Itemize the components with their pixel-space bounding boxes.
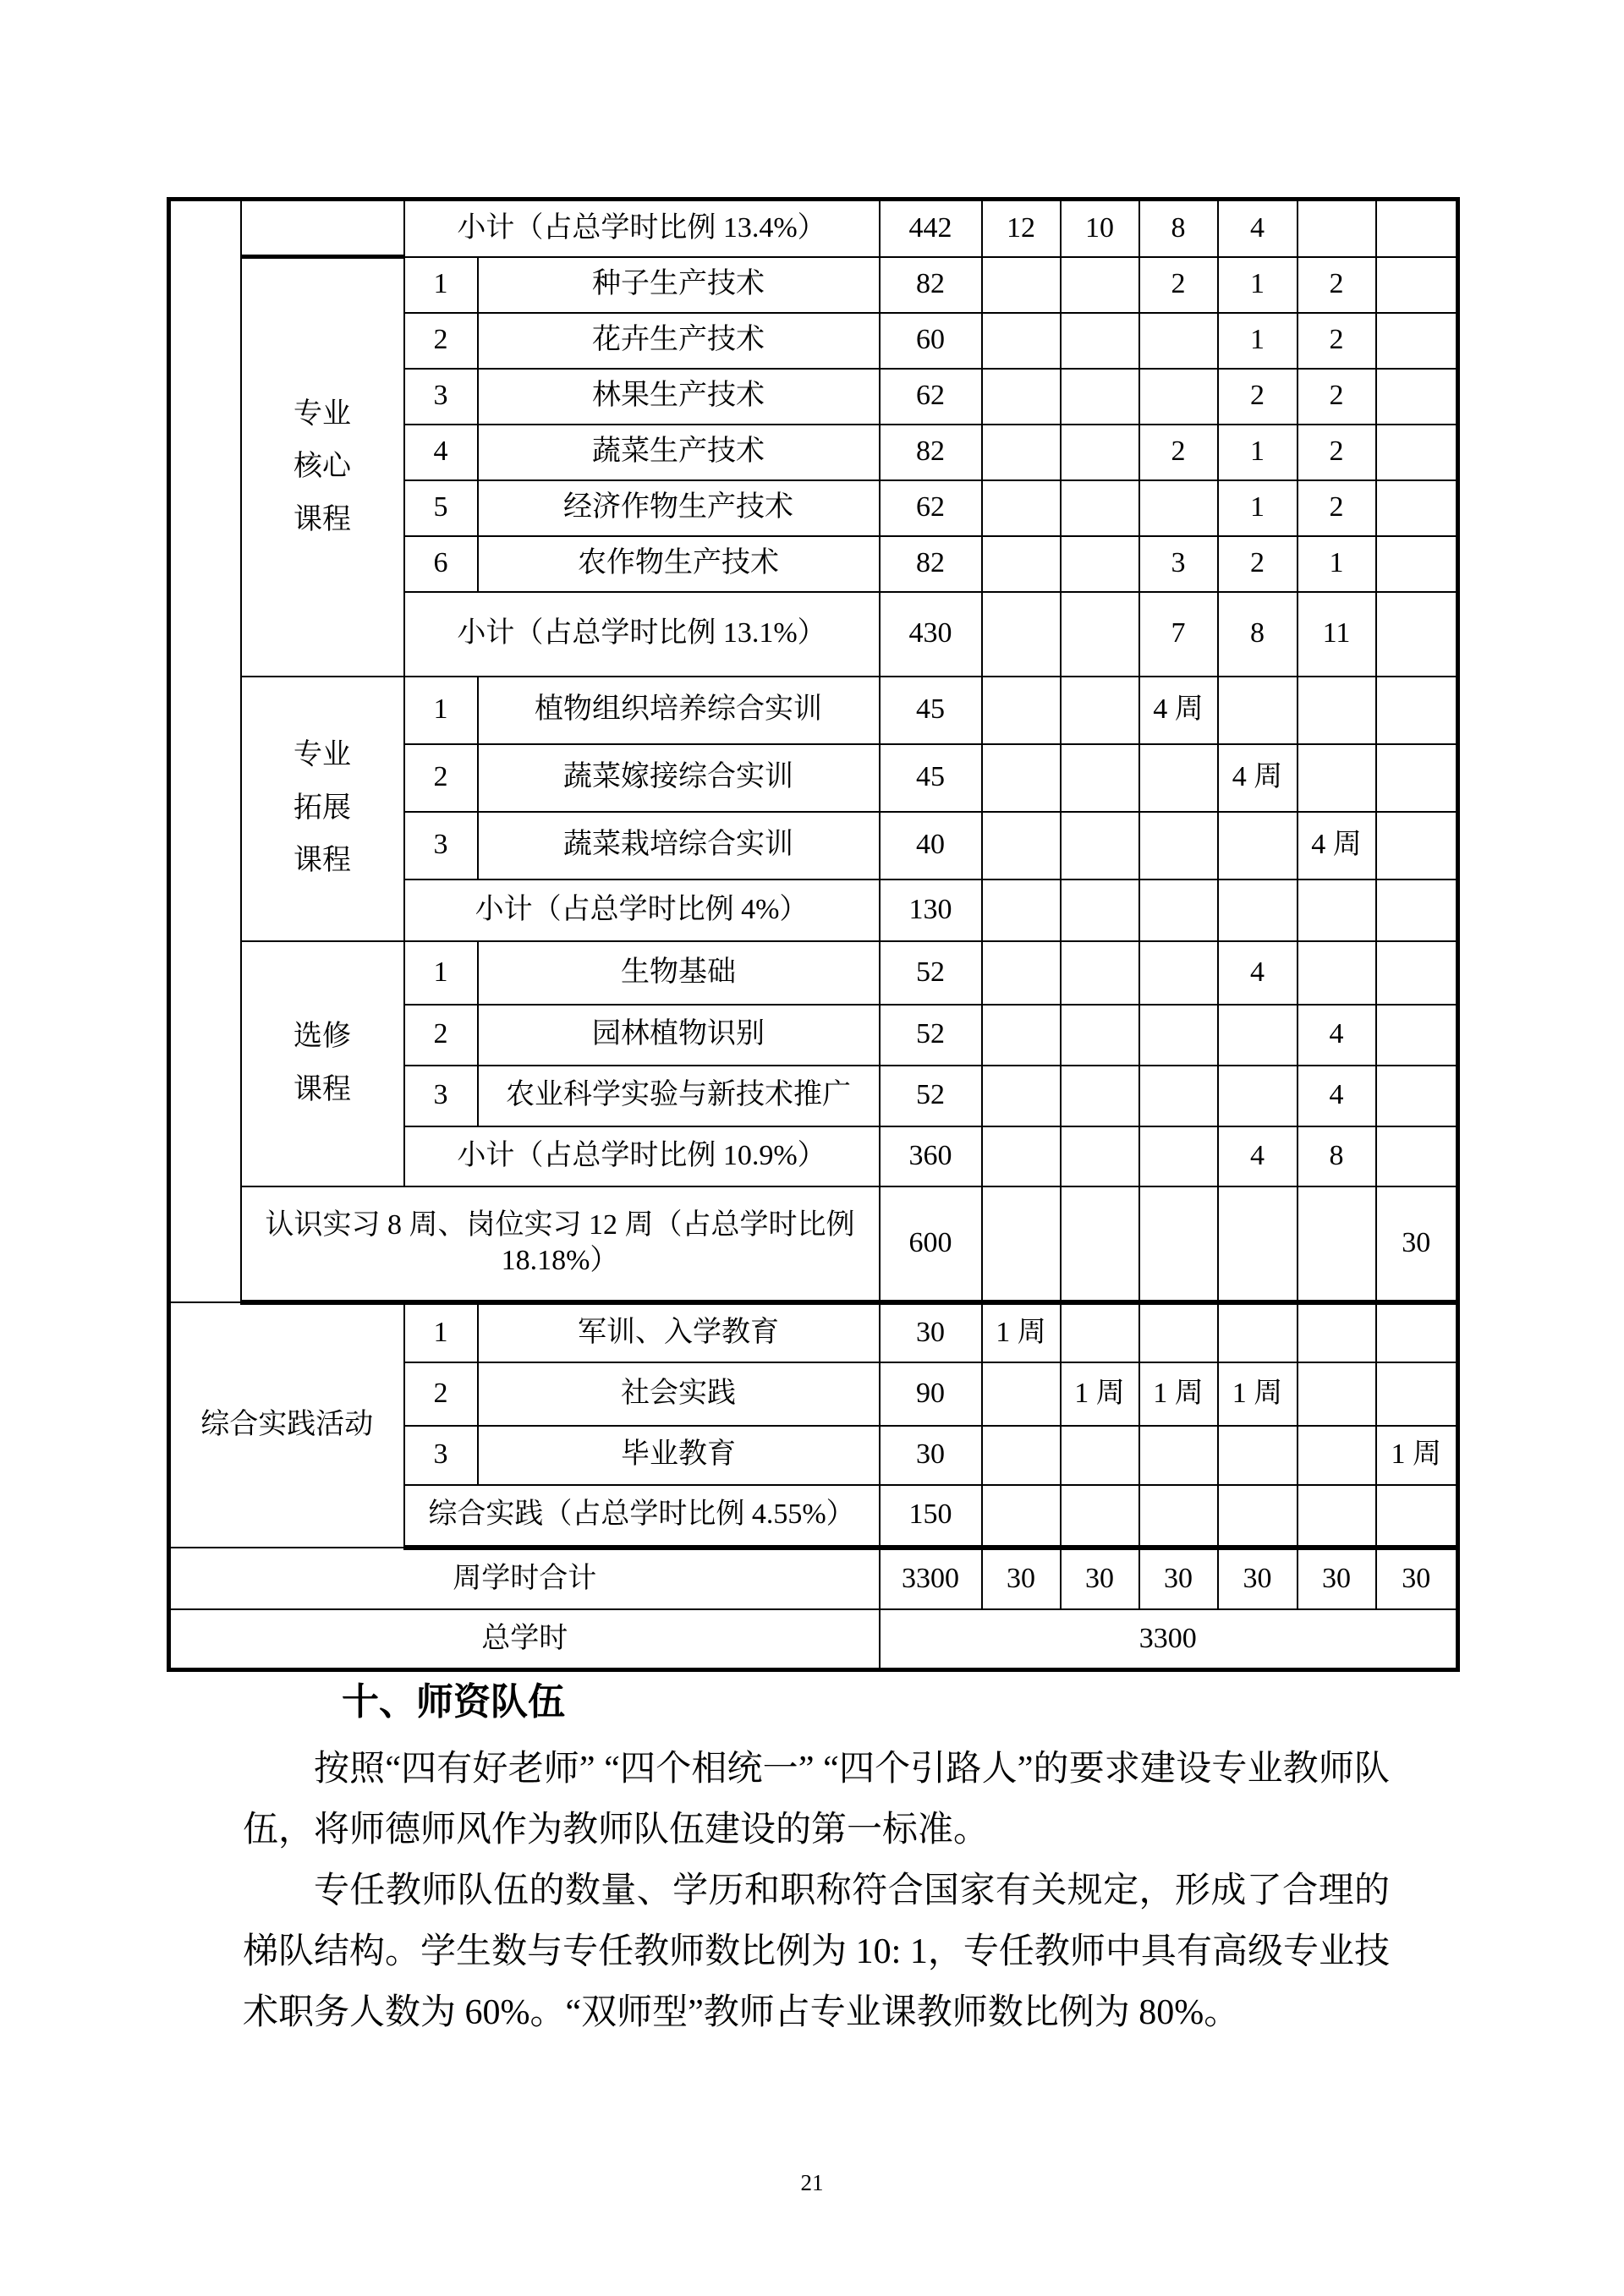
course-name: 园林植物识别 [478, 1005, 880, 1066]
sem5-hours [1298, 744, 1376, 812]
sem1-hours [982, 1426, 1061, 1485]
sem1-hours [982, 592, 1061, 677]
sem6-hours [1376, 1066, 1458, 1126]
sem5-hours: 2 [1298, 425, 1376, 480]
sem6-hours [1376, 200, 1458, 257]
sem1-hours [982, 744, 1061, 812]
total-hours: 430 [880, 592, 982, 677]
sem3-hours [1139, 1186, 1218, 1302]
total-hours: 82 [880, 257, 982, 313]
total-hours: 60 [880, 313, 982, 369]
sem2-hours [1061, 1485, 1139, 1548]
sem3-hours [1139, 369, 1218, 425]
sem4-hours: 30 [1218, 1548, 1298, 1609]
total-hours: 82 [880, 536, 982, 592]
table-row [169, 257, 1458, 313]
sem3-hours: 2 [1139, 257, 1218, 313]
sem4-hours [1218, 1186, 1298, 1302]
sem1-hours [982, 313, 1061, 369]
sem6-hours [1376, 1302, 1458, 1362]
sem1-hours [982, 1066, 1061, 1126]
sem4-hours: 1 [1218, 313, 1298, 369]
total-hours: 45 [880, 677, 982, 744]
sem3-hours: 30 [1139, 1548, 1218, 1609]
course-no: 1 [404, 677, 478, 744]
sem4-hours [1218, 677, 1298, 744]
sem1-hours [982, 941, 1061, 1005]
category-line: 选修 [294, 1021, 351, 1052]
sem1-hours [982, 879, 1061, 941]
course-no: 3 [404, 369, 478, 425]
course-no: 5 [404, 480, 478, 536]
sem3-hours [1139, 1426, 1218, 1485]
course-name: 蔬菜栽培综合实训 [478, 812, 880, 879]
course-no: 2 [404, 1005, 478, 1066]
category-line: 专业 [294, 739, 351, 771]
sem3-hours: 4 周 [1139, 677, 1218, 744]
course-no: 2 [404, 313, 478, 369]
sem1-hours [982, 677, 1061, 744]
total-hours: 442 [880, 200, 982, 257]
sem6-hours [1376, 313, 1458, 369]
sem1-hours [982, 369, 1061, 425]
sem4-hours [1218, 1485, 1298, 1548]
grand-total-label: 总学时 [169, 1609, 880, 1670]
total-hours: 600 [880, 1186, 982, 1302]
category-elective-courses [241, 941, 404, 1186]
sem5-hours: 2 [1298, 257, 1376, 313]
sem3-hours [1139, 812, 1218, 879]
sem3-hours [1139, 480, 1218, 536]
internship-note [241, 1186, 880, 1302]
sem2-hours [1061, 369, 1139, 425]
sem1-hours [982, 1485, 1061, 1548]
grand-total-value: 3300 [880, 1609, 1458, 1670]
section-heading: 十、师资队伍 [342, 1681, 565, 1723]
total-hours: 52 [880, 1066, 982, 1126]
course-name: 林果生产技术 [478, 369, 880, 425]
course-name: 经济作物生产技术 [478, 480, 880, 536]
sem2-hours [1061, 480, 1139, 536]
sem4-hours: 1 [1218, 425, 1298, 480]
course-no: 3 [404, 1066, 478, 1126]
course-name: 蔬菜生产技术 [478, 425, 880, 480]
table-row [169, 1186, 1458, 1302]
sem5-hours [1298, 1302, 1376, 1362]
course-name: 生物基础 [478, 941, 880, 1005]
sem6-hours: 1 周 [1376, 1426, 1458, 1485]
sem6-hours [1376, 592, 1458, 677]
course-no: 2 [404, 1362, 478, 1426]
sem1-hours [982, 1362, 1061, 1426]
sem3-hours [1139, 1005, 1218, 1066]
sem1-hours [982, 257, 1061, 313]
total-hours: 30 [880, 1302, 982, 1362]
sem2-hours [1061, 1005, 1139, 1066]
sem5-hours: 8 [1298, 1126, 1376, 1186]
sem3-hours: 1 周 [1139, 1362, 1218, 1426]
sem6-hours [1376, 812, 1458, 879]
category-activity: 综合实践活动 [169, 1302, 404, 1548]
course-name: 农作物生产技术 [478, 536, 880, 592]
sem6-hours [1376, 1126, 1458, 1186]
sem6-hours [1376, 369, 1458, 425]
sem5-hours [1298, 200, 1376, 257]
sem4-hours: 4 [1218, 200, 1298, 257]
sem5-hours [1298, 677, 1376, 744]
sem4-hours: 4 [1218, 1126, 1298, 1186]
total-hours: 52 [880, 941, 982, 1005]
sem2-hours: 1 周 [1061, 1362, 1139, 1426]
course-no: 4 [404, 425, 478, 480]
sem2-hours [1061, 425, 1139, 480]
sem4-hours [1218, 1302, 1298, 1362]
sem2-hours [1061, 1302, 1139, 1362]
sem3-hours: 2 [1139, 425, 1218, 480]
sem4-hours: 1 周 [1218, 1362, 1298, 1426]
sem3-hours: 8 [1139, 200, 1218, 257]
course-name: 农业科学实验与新技术推广 [478, 1066, 880, 1126]
subtotal-label: 小计（占总学时比例 13.1%） [404, 592, 880, 677]
total-hours: 360 [880, 1126, 982, 1186]
sem6-hours [1376, 480, 1458, 536]
sem3-hours [1139, 941, 1218, 1005]
sem2-hours: 30 [1061, 1548, 1139, 1609]
sem6-hours [1376, 536, 1458, 592]
sem6-hours [1376, 744, 1458, 812]
subtotal-label: 小计（占总学时比例 4%） [404, 879, 880, 941]
sem6-hours [1376, 1005, 1458, 1066]
sem6-hours [1376, 941, 1458, 1005]
outer-category-cell [169, 200, 241, 1302]
total-hours: 52 [880, 1005, 982, 1066]
course-no: 3 [404, 812, 478, 879]
sem3-hours [1139, 744, 1218, 812]
table-row [169, 677, 1458, 744]
total-hours: 82 [880, 425, 982, 480]
page-number: 21 [800, 2170, 824, 2195]
sem2-hours: 10 [1061, 200, 1139, 257]
sem5-hours: 4 [1298, 1005, 1376, 1066]
sem4-hours [1218, 1426, 1298, 1485]
category-expand-courses [241, 677, 404, 941]
table-row [169, 200, 1458, 257]
sem4-hours: 4 周 [1218, 744, 1298, 812]
sem2-hours [1061, 879, 1139, 941]
sem4-hours [1218, 1066, 1298, 1126]
course-no: 2 [404, 744, 478, 812]
category-line: 课程 [294, 503, 351, 535]
course-no: 1 [404, 941, 478, 1005]
sem1-hours: 30 [982, 1548, 1061, 1609]
sem2-hours [1061, 1066, 1139, 1126]
sem3-hours: 3 [1139, 536, 1218, 592]
sem2-hours [1061, 1186, 1139, 1302]
sem1-hours [982, 812, 1061, 879]
sem1-hours [982, 480, 1061, 536]
category-line: 课程 [294, 1073, 351, 1105]
sem1-hours: 12 [982, 200, 1061, 257]
sem5-hours: 11 [1298, 592, 1376, 677]
subtotal-label: 综合实践（占总学时比例 4.55%） [404, 1485, 880, 1548]
total-hours: 90 [880, 1362, 982, 1426]
paragraph-teacher-standard: 按照“四有好老师” “四个相统一” “四个引路人”的要求建设专业教师队伍，将师德师风作为教师队伍建设的第一标准。 [243, 1750, 1390, 1849]
sem1-hours: 1 周 [982, 1302, 1061, 1362]
internship-line1: 认识实习 8 周、岗位实习 12 周（占总学时比例 [265, 1208, 855, 1241]
course-no: 3 [404, 1426, 478, 1485]
sem6-hours [1376, 1362, 1458, 1426]
internship-line2: 18.18%） [501, 1245, 619, 1276]
sem3-hours [1139, 1066, 1218, 1126]
sem6-hours [1376, 1485, 1458, 1548]
sem2-hours [1061, 1126, 1139, 1186]
sem5-hours [1298, 1485, 1376, 1548]
sem4-hours [1218, 1005, 1298, 1066]
sem5-hours: 30 [1298, 1548, 1376, 1609]
sem4-hours: 2 [1218, 369, 1298, 425]
sem3-hours [1139, 313, 1218, 369]
sem2-hours [1061, 941, 1139, 1005]
sem6-hours: 30 [1376, 1186, 1458, 1302]
sem5-hours: 4 周 [1298, 812, 1376, 879]
course-name: 蔬菜嫁接综合实训 [478, 744, 880, 812]
total-hours: 30 [880, 1426, 982, 1485]
course-name: 毕业教育 [478, 1426, 880, 1485]
sem1-hours [982, 1186, 1061, 1302]
sem4-hours: 4 [1218, 941, 1298, 1005]
sem6-hours [1376, 879, 1458, 941]
sem1-hours [982, 1005, 1061, 1066]
category-line: 拓展 [294, 792, 351, 824]
subtotal-label: 小计（占总学时比例 13.4%） [404, 200, 880, 257]
sem4-hours [1218, 812, 1298, 879]
sem3-hours: 7 [1139, 592, 1218, 677]
sem5-hours [1298, 879, 1376, 941]
total-hours: 40 [880, 812, 982, 879]
sem5-hours: 2 [1298, 480, 1376, 536]
sem1-hours [982, 425, 1061, 480]
subtotal-label: 小计（占总学时比例 10.9%） [404, 1126, 880, 1186]
total-hours: 45 [880, 744, 982, 812]
sem6-hours [1376, 677, 1458, 744]
body-text [243, 1739, 1390, 2043]
sem2-hours [1061, 313, 1139, 369]
sem4-hours: 8 [1218, 592, 1298, 677]
table-row [169, 941, 1458, 1005]
sem5-hours: 2 [1298, 369, 1376, 425]
course-name: 植物组织培养综合实训 [478, 677, 880, 744]
sem3-hours [1139, 1485, 1218, 1548]
sem6-hours [1376, 425, 1458, 480]
sem2-hours [1061, 536, 1139, 592]
sem2-hours [1061, 257, 1139, 313]
category-line: 课程 [294, 845, 351, 877]
table-row [169, 1548, 1458, 1609]
sem6-hours [1376, 257, 1458, 313]
sem2-hours [1061, 677, 1139, 744]
table-row [169, 1609, 1458, 1670]
total-hours: 62 [880, 369, 982, 425]
sem3-hours [1139, 1126, 1218, 1186]
sem2-hours [1061, 1426, 1139, 1485]
sem1-hours [982, 1126, 1061, 1186]
sem4-hours: 1 [1218, 257, 1298, 313]
total-hours: 62 [880, 480, 982, 536]
course-name: 军训、入学教育 [478, 1302, 880, 1362]
prev-section-cell [241, 200, 404, 257]
table-row [169, 1302, 1458, 1362]
category-core-courses [241, 257, 404, 677]
sem2-hours [1061, 744, 1139, 812]
sem5-hours: 1 [1298, 536, 1376, 592]
sem5-hours [1298, 1186, 1376, 1302]
sem4-hours [1218, 879, 1298, 941]
sem4-hours: 2 [1218, 536, 1298, 592]
paragraph-teacher-ratio: 专任教师队伍的数量、学历和职称符合国家有关规定，形成了合理的梯队结构。学生数与专任教师数比例为 10: 1，专任教师中具有高级专业技术职务人数为 60%。“双师型”教师占专业课教师数比例为 80%。 [243, 1871, 1390, 2032]
course-name: 社会实践 [478, 1362, 880, 1426]
course-no: 6 [404, 536, 478, 592]
sem6-hours: 30 [1376, 1548, 1458, 1609]
sem2-hours [1061, 592, 1139, 677]
sem1-hours [982, 536, 1061, 592]
sem5-hours [1298, 941, 1376, 1005]
sem3-hours [1139, 879, 1218, 941]
sem4-hours: 1 [1218, 480, 1298, 536]
total-hours: 3300 [880, 1548, 982, 1609]
course-no: 1 [404, 1302, 478, 1362]
sem5-hours [1298, 1426, 1376, 1485]
sem5-hours: 4 [1298, 1066, 1376, 1126]
total-hours: 130 [880, 879, 982, 941]
course-no: 1 [404, 257, 478, 313]
category-line: 核心 [294, 451, 351, 482]
course-name: 种子生产技术 [478, 257, 880, 313]
total-hours: 150 [880, 1485, 982, 1548]
sem5-hours: 2 [1298, 313, 1376, 369]
curriculum-table [167, 197, 1460, 1672]
weekly-total-label: 周学时合计 [169, 1548, 880, 1609]
sem2-hours [1061, 812, 1139, 879]
category-line: 专业 [294, 397, 351, 430]
sem5-hours [1298, 1362, 1376, 1426]
sem3-hours [1139, 1302, 1218, 1362]
course-name: 花卉生产技术 [478, 313, 880, 369]
